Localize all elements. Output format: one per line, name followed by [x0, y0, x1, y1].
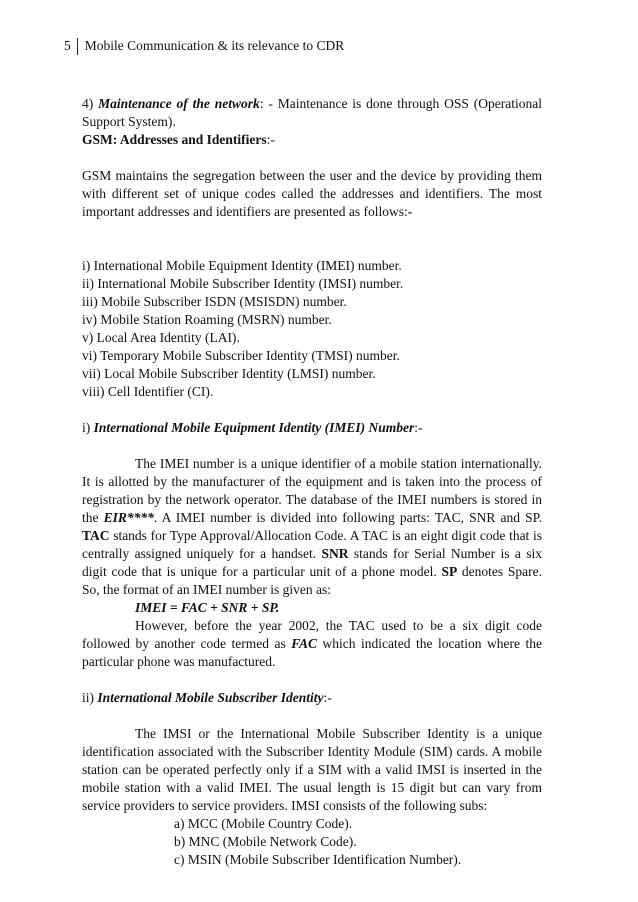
eir-term: EIR**** [103, 510, 154, 525]
maintenance-text: : - Maintenance is done through OSS (Operational Support System). [82, 96, 543, 129]
imei-text: . A IMEI number is divided into following parts: TAC, SNR and SP. [153, 510, 542, 525]
maintenance-term: Maintenance of the network [98, 96, 260, 111]
header-divider [77, 38, 78, 55]
fac-term: FAC [291, 636, 318, 651]
intro-text: GSM maintains the segregation between the user and the device by providing them with different set of unique codes called the addresses and identifiers. The most important addresses and identifiers are presented as follows: [82, 168, 542, 219]
intro-paragraph [82, 167, 542, 221]
list-item: v) Local Area Identity (LAI). [82, 330, 240, 345]
imei-history-paragraph [82, 617, 542, 671]
identifier-list [82, 257, 542, 401]
imei-text: stands for Type Approval/Allocation Code. A TAC is an eight digit code that is centrally assigned uniquely for a handset. [82, 528, 542, 561]
list-item: vi) Temporary Mobile Subscriber Identity (TMSI) number. [82, 348, 400, 363]
maintenance-paragraph [82, 95, 542, 131]
imei-heading-suffix: :- [414, 420, 423, 435]
list-item: vii) Local Mobile Subscriber Identity (LMSI) number. [82, 366, 376, 381]
imei-history-text: However, before the year 2002, the TAC used to be a six digit code followed by another code termed as [82, 618, 542, 651]
spacer [82, 707, 542, 725]
list-item: iii) Mobile Subscriber ISDN (MSISDN) number. [82, 294, 347, 309]
tac-term: TAC [82, 528, 110, 543]
gsm-heading-suffix: :- [266, 132, 275, 147]
imsi-heading-prefix: ii) [82, 690, 98, 705]
snr-term: SNR [321, 546, 349, 561]
spacer [82, 149, 542, 167]
gsm-heading-title: GSM: Addresses and Identifiers [82, 132, 267, 147]
list-item: c) MSIN (Mobile Subscriber Identification Number). [174, 852, 462, 867]
page-header [64, 37, 344, 55]
imei-text: The IMEI number is a unique identifier of a mobile station internationally. It is allotted by the manufacturer of the equipment and is taken into the process of registration by the network operator. The database of the IMEI numbers is stored in the [82, 456, 542, 525]
running-title: Mobile Communication & its relevance to CDR [84, 38, 345, 53]
intro-suffix: - [407, 204, 413, 219]
imei-formula: IMEI = FAC + SNR + SP. [135, 600, 280, 615]
imei-paragraph [82, 455, 542, 599]
spacer [82, 221, 542, 257]
gsm-heading [82, 131, 542, 149]
page-body [82, 95, 542, 869]
sp-term: SP [441, 564, 458, 579]
imsi-subs-list [82, 815, 542, 869]
spacer [82, 437, 542, 455]
imsi-heading-suffix: :- [323, 690, 332, 705]
list-item: a) MCC (Mobile Country Code). [174, 816, 353, 831]
imei-text: stands for Serial Number is a six digit code that is unique for a particular unit of a phone model. [82, 546, 543, 579]
page-number: 5 [64, 38, 71, 53]
imei-text: denotes Spare. So, the format of an IMEI number is given as: [82, 564, 542, 597]
imsi-heading [82, 689, 542, 707]
list-item: viii) Cell Identifier (CI). [82, 384, 214, 399]
maintenance-prefix: 4) [82, 96, 99, 111]
imei-heading-title: International Mobile Equipment Identity (IMEI) Number [93, 420, 415, 435]
imsi-paragraph: The IMSI or the International Mobile Subscriber Identity is a unique identification associated with the Subscriber Identity Module (SIM) cards. A mobile station can be operated perfectly only if a SIM with a valid IMSI is inserted in the mobile station with a valid IMEI. The usual length is 15 digit but can vary from service providers to service providers. IMSI consists of the following subs: [82, 726, 542, 813]
imei-history-text: which indicated the location where the particular phone was manufactured. [82, 636, 542, 669]
spacer [82, 401, 542, 419]
list-item: ii) International Mobile Subscriber Identity (IMSI) number. [82, 276, 404, 291]
imei-heading [82, 419, 542, 437]
list-item: b) MNC (Mobile Network Code). [174, 834, 357, 849]
imei-heading-prefix: i) [82, 420, 94, 435]
list-item: i) International Mobile Equipment Identity (IMEI) number. [82, 258, 402, 273]
imsi-heading-title: International Mobile Subscriber Identity [97, 690, 324, 705]
list-item: iv) Mobile Station Roaming (MSRN) number. [82, 312, 332, 327]
spacer [82, 671, 542, 689]
